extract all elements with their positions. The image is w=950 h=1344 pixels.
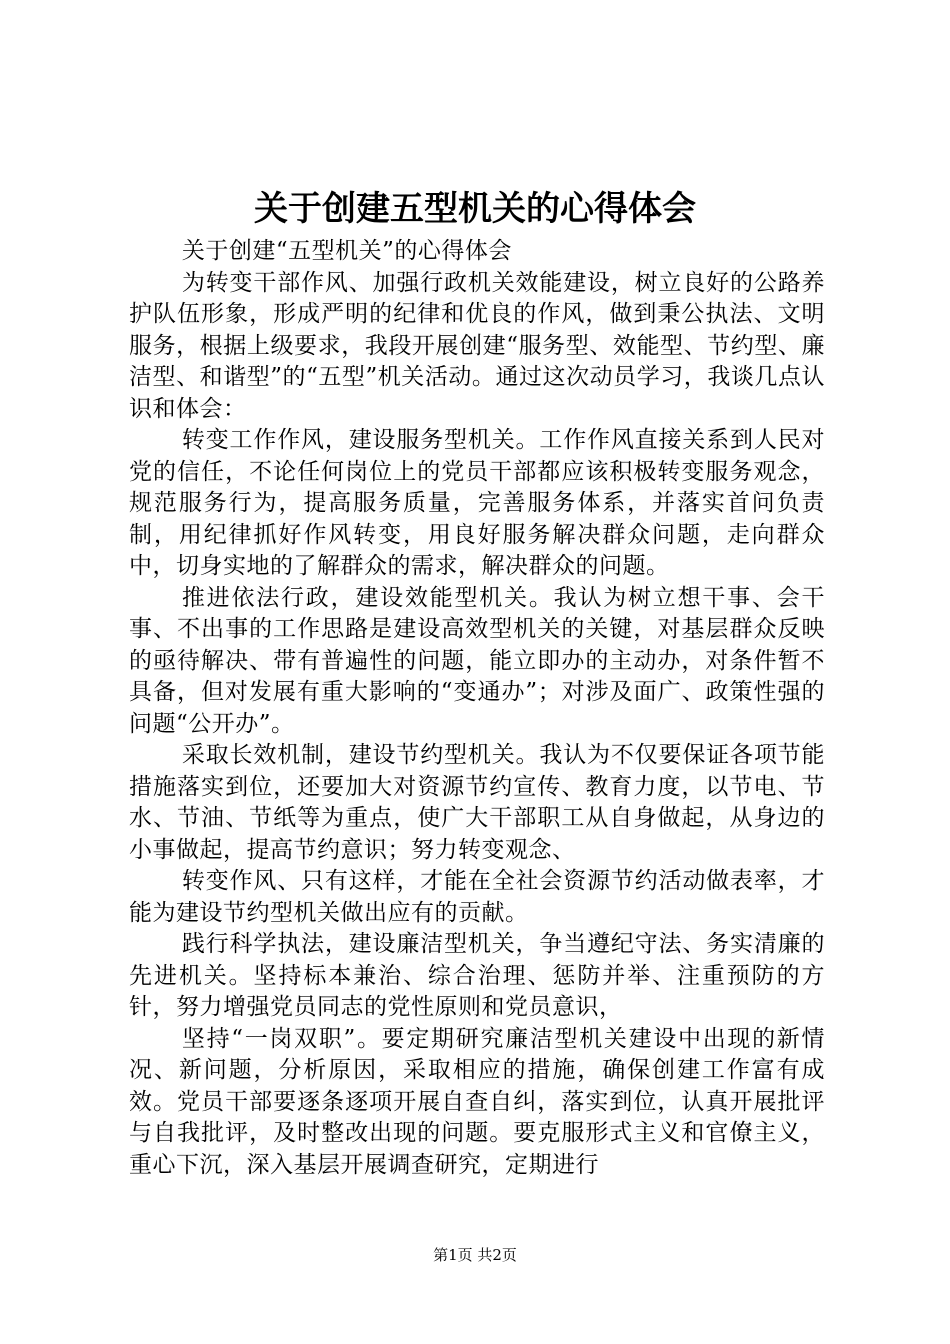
- paragraph-intro: 为转变干部作风、加强行政机关效能建设，树立良好的公路养护队伍形象，形成严明的纪律和优良的作风，做到秉公执法、文明服务，根据上级要求，我段开展创建“服务型、效能型、节约型、廉洁型、和谐型”的“五型”机关活动。通过这次动员学习，我谈几点认识和体会：: [129, 269, 825, 422]
- paragraph-subtitle: 关于创建“五型机关”的心得体会: [181, 238, 512, 264]
- page-footer: 第1页 共2页: [433, 1246, 517, 1264]
- paragraph-integrity: 践行科学执法，建设廉洁型机关，争当遵纪守法、务实清廉的先进机关。坚持标本兼治、综合治理、惩防并举、注重预防的方针，努力增强党员同志的党性原则和党员意识，: [129, 931, 825, 1020]
- paragraph-service: 转变工作作风，建设服务型机关。工作作风直接关系到人民对党的信任，不论任何岗位上的党员干部都应该积极转变服务观念，规范服务行为，提高服务质量，完善服务体系，并落实首问负责制，用纪律抓好作风转变，用良好服务解决群众问题，走向群众中，切身实地的了解群众的需求，解决群众的问题。: [129, 427, 825, 579]
- document-title: 关于创建五型机关的心得体会: [254, 189, 696, 229]
- paragraph-saving-cont: 转变作风、只有这样，才能在全社会资源节约活动做表率，才能为建设节约型机关做出应有的贡献。: [129, 868, 825, 926]
- paragraph-integrity-cont: 坚持“一岗双职”。要定期研究廉洁型机关建设中出现的新情况、新问题，分析原因，采取相应的措施，确保创建工作富有成效。党员干部要逐条逐项开展自查自纠，落实到位，认真开展批评与自我批评，及时整改出现的问题。要克服形式主义和官僚主义，重心下沉，深入基层开展调查研究，定期进行: [129, 1025, 825, 1178]
- document-body: [129, 236, 825, 1181]
- paragraph-saving: 采取长效机制，建设节约型机关。我认为不仅要保证各项节能措施落实到位，还要加大对资源节约宣传、教育力度，以节电、节水、节油、节纸等为重点，使广大干部职工从自身做起，从身边的小事做起，提高节约意识；努力转变观念、: [129, 742, 825, 863]
- paragraph-efficiency: 推进依法行政，建设效能型机关。我认为树立想干事、会干事、不出事的工作思路是建设高效型机关的关键，对基层群众反映的亟待解决、带有普遍性的问题，能立即办的主动办，对条件暂不具备，但对发展有重大影响的“变通办”；对涉及面广、政策性强的问题“公开办”。: [129, 584, 825, 737]
